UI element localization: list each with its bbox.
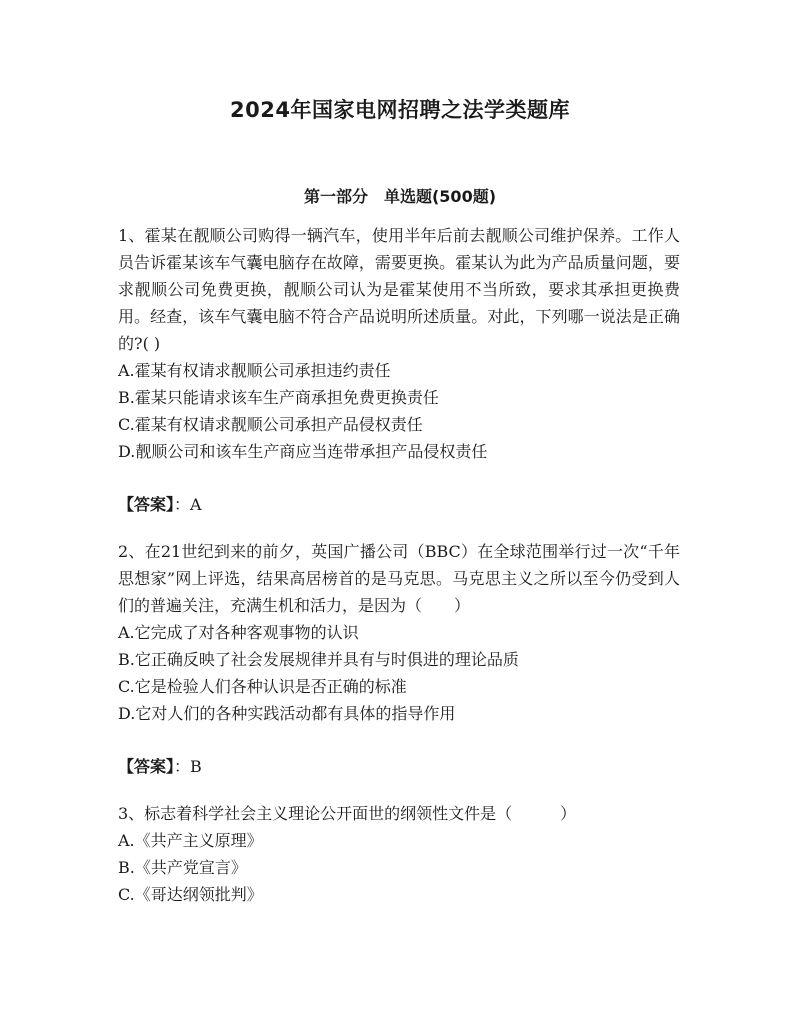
document-title: 2024年国家电网招聘之法学类题库: [230, 98, 570, 122]
option-d: D.它对人们的各种实践活动都有具体的指导作用: [118, 704, 456, 723]
question-1: [118, 222, 680, 518]
option-a: A.它完成了对各种客观事物的认识: [118, 623, 359, 642]
option-b: B.《共产党宣言》: [118, 858, 247, 877]
answer-line: [118, 753, 680, 780]
option-b: B.它正确反映了社会发展规律并具有与时俱进的理论品质: [118, 650, 519, 669]
option-c: C.霍某有权请求靓顺公司承担产品侵权责任: [118, 415, 423, 434]
option-d: D.靓顺公司和该车生产商应当连带承担产品侵权责任: [118, 442, 488, 461]
question-stem: 3、标志着科学社会主义理论公开面世的纲领性文件是（ ）: [118, 804, 577, 823]
question-2: [118, 538, 680, 780]
answer-label: 【答案】: [118, 757, 175, 776]
answer-value: ：A: [174, 495, 202, 514]
question-stem: 1、霍某在靓顺公司购得一辆汽车，使用半年后前去靓顺公司维护保养。工作人员告诉霍某该车气囊电脑存在故障，需要更换。霍某认为此为产品质量问题，要求靓顺公司免费更换，靓顺公司认为是霍某使用不当所致，要求其承担更换费用。经查，该车气囊电脑不符合产品说明所述质量。对此，下列哪一说法是正确的?( ): [118, 226, 680, 353]
option-c: C.《哥达纲领批判》: [118, 885, 263, 904]
answer-line: [118, 491, 680, 518]
option-a: A.《共产主义原理》: [118, 831, 263, 850]
question-list: [118, 222, 680, 908]
answer-value: ：B: [174, 757, 202, 776]
question-3: [118, 800, 680, 908]
section-title: 第一部分 单选题(500题): [303, 187, 497, 206]
question-stem: 2、在21世纪到来的前夕，英国广播公司（BBC）在全球范围举行过一次“千年思想家”网上评选，结果高居榜首的是马克思。马克思主义之所以至今仍受到人们的普遍关注，充满生机和活力，是因为（ ）: [118, 542, 680, 615]
option-b: B.霍某只能请求该车生产商承担免费更换责任: [118, 388, 439, 407]
option-a: A.霍某有权请求靓顺公司承担违约责任: [118, 361, 391, 380]
answer-label: 【答案】: [118, 495, 175, 514]
option-c: C.它是检验人们各种认识是否正确的标准: [118, 677, 407, 696]
